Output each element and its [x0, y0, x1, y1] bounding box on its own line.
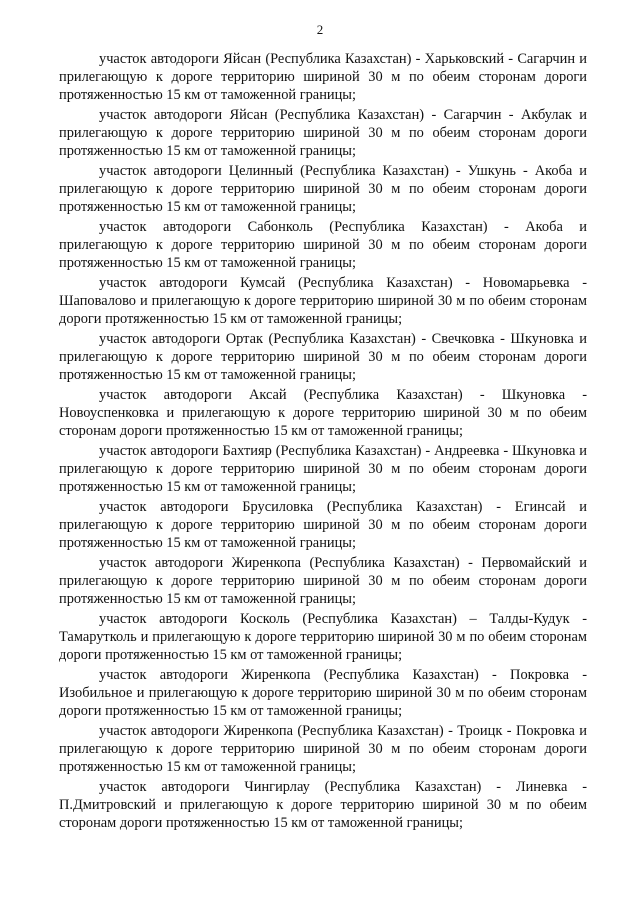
paragraph: участок автодороги Сабонколь (Республика Казахстан) - Акоба и прилегающую к дороге территорию шириной 30 м по обеим сторонам дороги протяженностью 15 км от таможенной границы; — [59, 219, 587, 271]
page-number: 2 — [316, 22, 324, 37]
paragraph: участок автодороги Жиренкопа (Республика Казахстан) - Покровка - Изобильное и прилегающую к дороге территорию шириной 30 м по обеим сторонам дороги протяженностью 15 км от таможенной границы; — [59, 667, 587, 719]
paragraph: участок автодороги Яйсан (Республика Казахстан) - Харьковский - Сагарчин и прилегающую к дороге территорию шириной 30 м по обеим сторонам дороги протяженностью 15 км от таможенной границы; — [59, 51, 587, 103]
paragraph: участок автодороги Жиренкопа (Республика Казахстан) - Троицк - Покровка и прилегающую к дороге территорию шириной 30 м по обеим сторонам дороги протяженностью 15 км от таможенной границы; — [59, 723, 587, 775]
paragraph: участок автодороги Косколь (Республика Казахстан) – Талды-Кудук - Тамарутколь и прилегающую к дороге территорию шириной 30 м по обеим сторонам дороги протяженностью 15 км от таможенной границы; — [59, 611, 587, 663]
paragraph: участок автодороги Аксай (Республика Казахстан) - Шкуновка - Новоуспенковка и прилегающую к дороге территорию шириной 30 м по обеим сторонам дороги протяженностью 15 км от таможенной границы; — [59, 387, 587, 439]
paragraph: участок автодороги Чингирлау (Республика Казахстан) - Линевка - П.Дмитровский и прилегающую к дороге территорию шириной 30 м по обеим сторонам дороги протяженностью 15 км от таможенной границы; — [59, 779, 587, 831]
paragraph: участок автодороги Яйсан (Республика Казахстан) - Сагарчин - Акбулак и прилегающую к дороге территорию шириной 30 м по обеим сторонам дороги протяженностью 15 км от таможенной границы; — [59, 107, 587, 159]
paragraph: участок автодороги Целинный (Республика Казахстан) - Ушкунь - Акоба и прилегающую к дороге территорию шириной 30 м по обеим сторонам дороги протяженностью 15 км от таможенной границы; — [59, 163, 587, 215]
paragraph: участок автодороги Кумсай (Республика Казахстан) - Новомарьевка - Шаповалово и прилегающую к дороге территорию шириной 30 м по обеим сторонам дороги протяженностью 15 км от таможенной границы; — [59, 275, 587, 327]
paragraph: участок автодороги Жиренкопа (Республика Казахстан) - Первомайский и прилегающую к дороге территорию шириной 30 м по обеим сторонам дороги протяженностью 15 км от таможенной границы; — [59, 555, 587, 607]
paragraph: участок автодороги Брусиловка (Республика Казахстан) - Егинсай и прилегающую к дороге территорию шириной 30 м по обеим сторонам дороги протяженностью 15 км от таможенной границы; — [59, 499, 587, 551]
paragraph: участок автодороги Ортак (Республика Казахстан) - Свечковка - Шкуновка и прилегающую к дороге территорию шириной 30 м по обеим сторонам дороги протяженностью 15 км от таможенной границы; — [59, 331, 587, 383]
document-body — [59, 50, 587, 834]
paragraph: участок автодороги Бахтияр (Республика Казахстан) - Андреевка - Шкуновка и прилегающую к дороге территорию шириной 30 м по обеим сторонам дороги протяженностью 15 км от таможенной границы; — [59, 443, 587, 495]
